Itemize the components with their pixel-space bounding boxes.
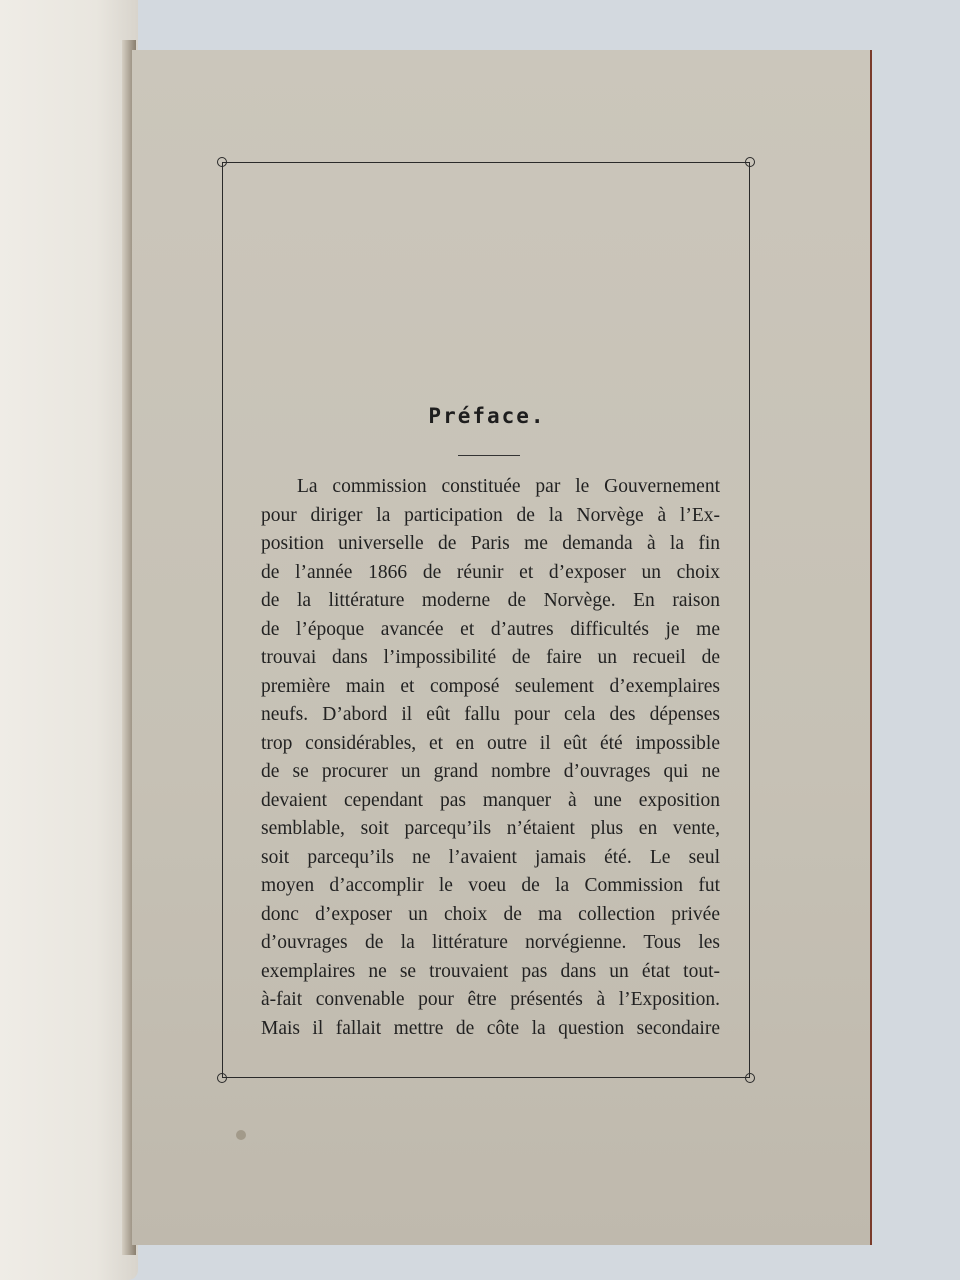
corner-ornament [217,157,227,167]
text-line: trouvai dans l’impossibilité de faire un recueil de [261,647,720,668]
text-line: La commission constituée par le Gouvernement [297,476,720,497]
left-page [0,0,138,1280]
text-line: exemplaires ne se trouvaient pas dans un état tout- [261,960,720,982]
text-line: moyen d’accomplir le voeu de la Commission fut [261,875,720,896]
body-text [261,473,720,1043]
text-line: de se procurer un grand nombre d’ouvrages qui ne [261,761,720,782]
corner-ornament [745,157,755,167]
text-line: à-fait convenable pour être présentés à l’Exposition. [261,989,720,1010]
title-divider [458,455,520,456]
text-line: pour diriger la participation de la Norvège à l’Ex- [261,504,720,526]
text-line: soit parcequ’ils ne l’avaient jamais été. Le seul [261,846,720,868]
text-line: semblable, soit parcequ’ils n’étaient plus en vente, [261,818,720,839]
text-line: d’ouvrages de la littérature norvégienne. Tous les [261,932,720,953]
text-line: Mais il fallait mettre de côte la question secondaire [261,1017,720,1039]
text-line: donc d’exposer un choix de ma collection privée [261,903,720,925]
text-line: neufs. D’abord il eût fallu pour cela des dépenses [261,704,720,725]
text-line: de l’époque avancée et d’autres difficultés je me [261,618,720,640]
corner-ornament [217,1073,227,1083]
text-line: de l’année 1866 de réunir et d’exposer un choix [261,561,720,583]
paper-stain [236,1130,246,1140]
text-line: devaient cependant pas manquer à une exposition [261,789,720,811]
corner-ornament [745,1073,755,1083]
text-line: position universelle de Paris me demanda à la fin [261,533,720,554]
text-line: de la littérature moderne de Norvège. En raison [261,590,720,611]
text-line: trop considérables, et en outre il eût été impossible [261,732,720,754]
text-line: première main et composé seulement d’exemplaires [261,675,720,697]
page-title: Préface. [428,404,546,428]
